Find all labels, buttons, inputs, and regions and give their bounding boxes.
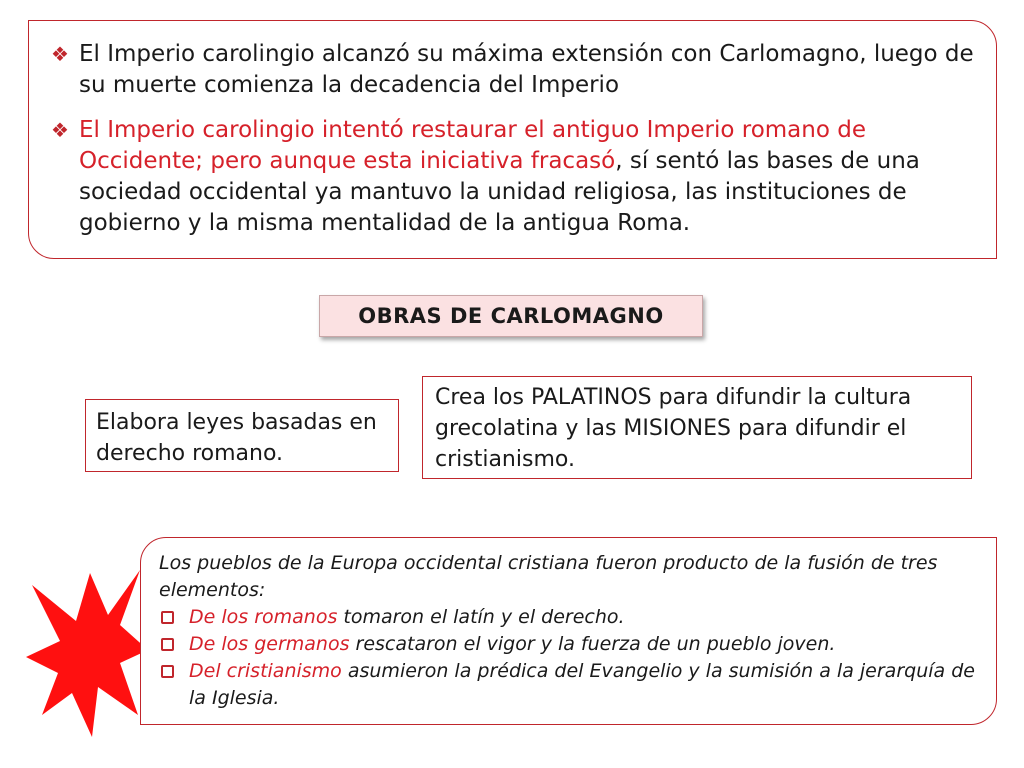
square-bullet-icon (161, 638, 174, 651)
list-item-text: asumieron la prédica del Evangelio y la sumisión a la jerarquía de la Iglesia. (189, 660, 975, 709)
bullet-2-text: , sí sentó las bases de una sociedad occidental ya mantuvo la unidad religiosa, las instituciones de gobierno y la misma mentalidad de la antigua Roma. (79, 148, 920, 236)
list-item-highlight: De los romanos (189, 606, 338, 628)
list-item-highlight: Del cristianismo (189, 660, 342, 682)
square-bullet-icon (161, 611, 174, 624)
square-bullet-icon (161, 665, 174, 678)
section-title: OBRAS DE CARLOMAGNO (319, 295, 703, 337)
palatinos-box: Crea los PALATINOS para difundir la cultura grecolatina y las MISIONES para difundir el cristianismo. (422, 376, 972, 479)
list-item (159, 631, 980, 658)
bullet-1-text: El Imperio carolingio alcanzó su máxima extensión con Carlomagno, luego de su muerte comienza la decadencia del Imperio (79, 41, 974, 98)
bullet-2-highlight: El Imperio carolingio intentó restaurar el antiguo Imperio romano de Occidente; pero aunque esta iniciativa fracasó (79, 117, 866, 174)
laws-box: Elabora leyes basadas en derecho romano. (85, 399, 399, 472)
bullet-paragraph-1 (51, 39, 974, 101)
list-item-highlight: De los germanos (189, 633, 350, 655)
fusion-box (140, 537, 997, 725)
list-item-text: rescataron el vigor y la fuerza de un pueblo joven. (349, 633, 836, 655)
diamond-bullet-icon: ❖ (51, 118, 69, 142)
bullet-paragraph-2 (51, 115, 974, 239)
fusion-intro: Los pueblos de la Europa occidental cristiana fueron producto de la fusión de tres elementos: (159, 552, 938, 601)
red-explosion-star-icon (20, 565, 150, 740)
diamond-bullet-icon: ❖ (51, 42, 69, 66)
list-item (159, 604, 980, 631)
list-item-text: tomaron el latín y el derecho. (337, 606, 625, 628)
list-item (159, 658, 980, 712)
intro-box (28, 20, 997, 259)
